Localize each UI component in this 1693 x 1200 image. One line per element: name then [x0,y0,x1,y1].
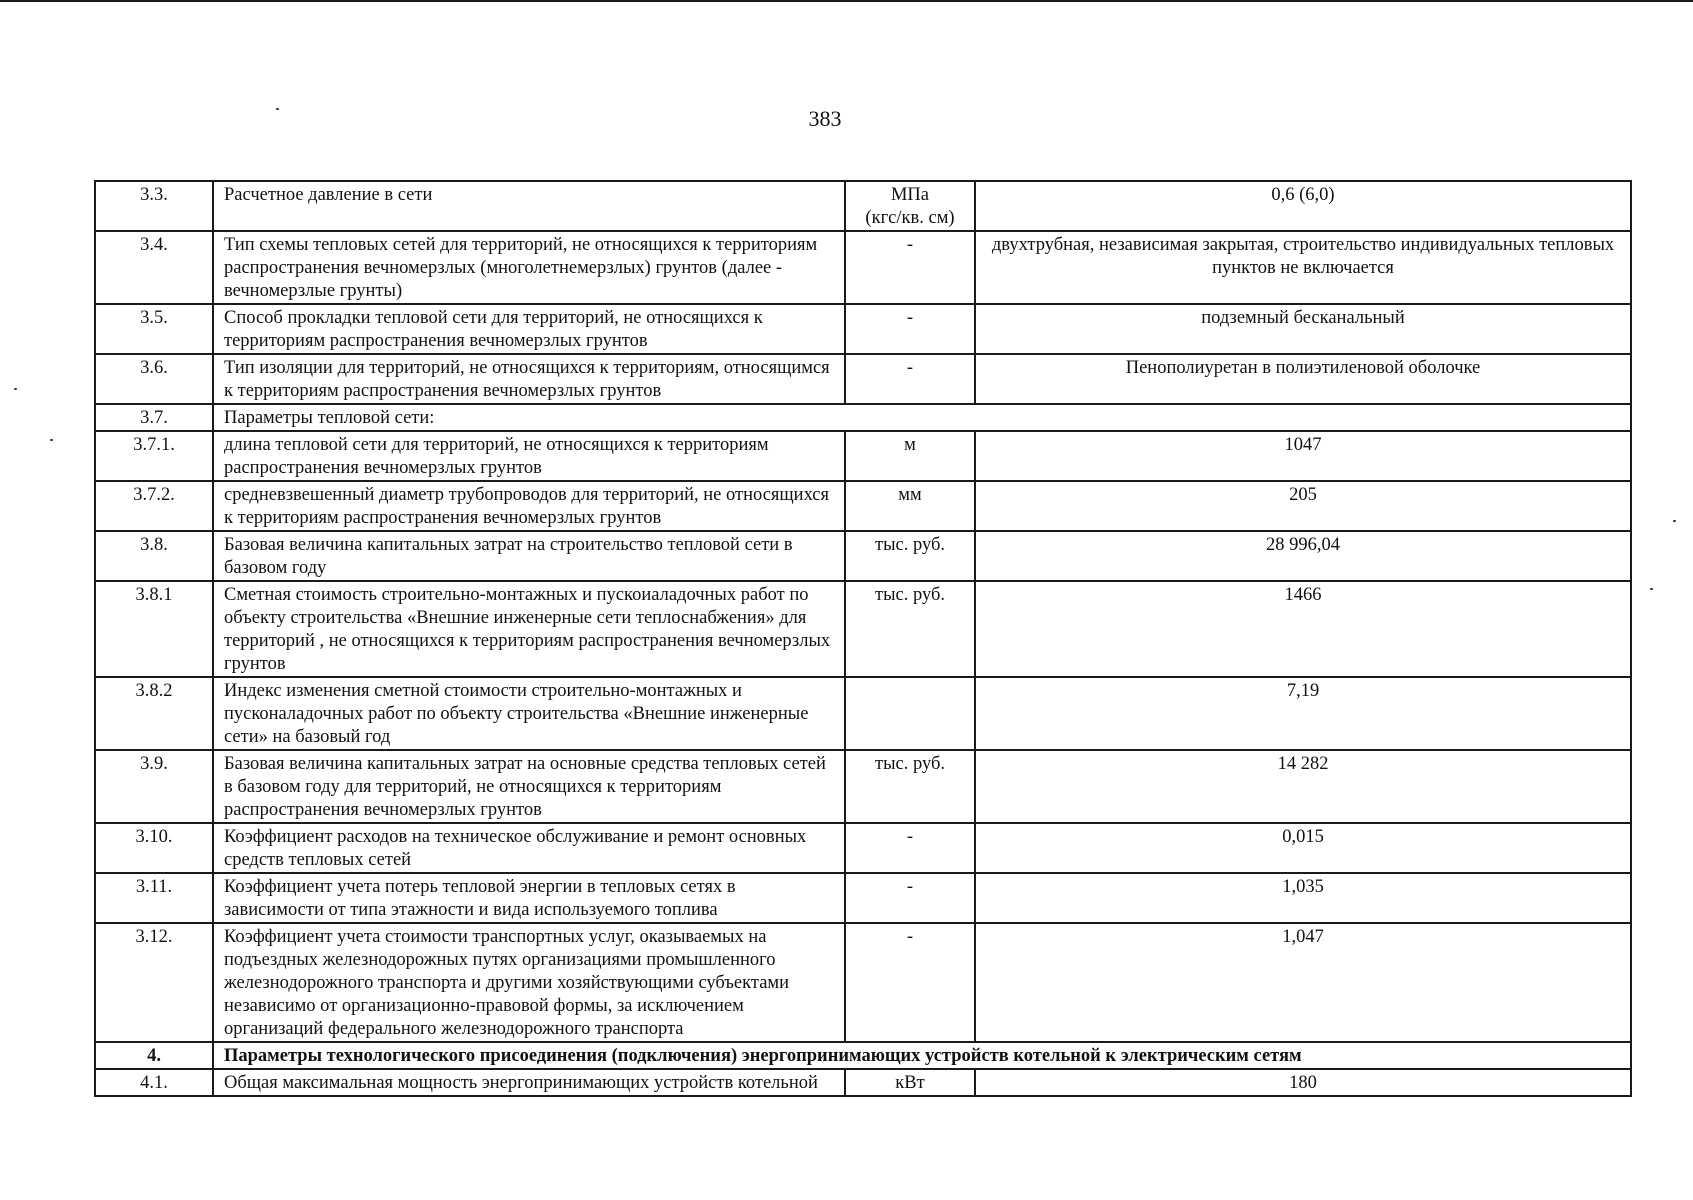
parameter-value: 0,015 [975,823,1631,873]
parameter-name: Базовая величина капитальных затрат на строительство тепловой сети в базовом году [213,531,845,581]
parameter-value: 1,035 [975,873,1631,923]
parameter-name: Коэффициент учета потерь тепловой энергии в тепловых сетях в зависимости от типа этажности и вида используемого топлива [213,873,845,923]
unit-of-measure: - [845,873,975,923]
table-row [95,354,1631,404]
parameter-value: двухтрубная, независимая закрытая, строительство индивидуальных тепловых пунктов не включается [975,231,1631,304]
parameter-value: 1466 [975,581,1631,677]
table-row [95,581,1631,677]
table-row [95,431,1631,481]
parameter-name: Базовая величина капитальных затрат на основные средства тепловых сетей в базовом году для территорий, не относящихся к территориям распространения вечномерзлых грунтов [213,750,845,823]
parameter-value: 1,047 [975,923,1631,1042]
parameter-name: Коэффициент расходов на техническое обслуживание и ремонт основных средств тепловых сетей [213,823,845,873]
parameter-name: Параметры тепловой сети: [213,404,1631,431]
row-number: 3.8.2 [95,677,213,750]
unit-of-measure: тыс. руб. [845,581,975,677]
table-row [95,231,1631,304]
table-row [95,531,1631,581]
row-number: 3.7. [95,404,213,431]
parameter-name: Расчетное давление в сети [213,181,845,231]
parameter-name: Способ прокладки тепловой сети для территорий, не относящихся к территориям распространения вечномерзлых грунтов [213,304,845,354]
row-number: 3.7.2. [95,481,213,531]
parameter-value: 180 [975,1069,1631,1096]
row-number: 3.12. [95,923,213,1042]
scan-speck [1650,588,1653,590]
table-row [95,750,1631,823]
row-number: 4. [95,1042,213,1069]
unit-of-measure: тыс. руб. [845,750,975,823]
row-number: 3.11. [95,873,213,923]
parameter-name: Сметная стоимость строительно-монтажных и пускоиаладочных работ по объекту строительства «Внешние инженерные сети теплоснабжения» для территорий , не относящихся к территориям распространения вечномерзлых грунтов [213,581,845,677]
row-number: 3.4. [95,231,213,304]
row-number: 3.10. [95,823,213,873]
unit-of-measure: мм [845,481,975,531]
table-row [95,1069,1631,1096]
parameters-table-body [95,181,1631,1096]
scan-speck [276,108,279,110]
unit-of-measure: - [845,304,975,354]
table-row [95,304,1631,354]
scan-speck [1673,520,1676,522]
scan-speck [14,388,17,390]
parameter-value: 28 996,04 [975,531,1631,581]
unit-of-measure: кВт [845,1069,975,1096]
parameter-name: Тип схемы тепловых сетей для территорий, не относящихся к территориям распространения вечномерзлых (многолетнемерзлых) грунтов (далее - вечномерзлые грунты) [213,231,845,304]
row-number: 3.8. [95,531,213,581]
table-row [95,181,1631,231]
parameter-name: Коэффициент учета стоимости транспортных услуг, оказываемых на подъездных железнодорожных путях организациями промышленного железнодорожного транспорта и другими хозяйствующими субъектами независимо от организационно-правовой формы, за исключением организаций федерального железнодорожного транспорта [213,923,845,1042]
row-number: 4.1. [95,1069,213,1096]
parameter-name: Тип изоляции для территорий, не относящихся к территориям, относящимся к территориям распространения вечномерзлых грунтов [213,354,845,404]
row-number: 3.3. [95,181,213,231]
row-number: 3.8.1 [95,581,213,677]
row-number: 3.7.1. [95,431,213,481]
scan-edge-line [0,0,1693,2]
table-row [95,404,1631,431]
parameter-value: 0,6 (6,0) [975,181,1631,231]
parameter-value: Пенополиуретан в полиэтиленовой оболочке [975,354,1631,404]
parameter-name: Общая максимальная мощность энергопринимающих устройств котельной [213,1069,845,1096]
unit-of-measure: м [845,431,975,481]
parameter-name: Параметры технологического присоединения (подключения) энергопринимающих устройств котельной к электрическим сетям [213,1042,1631,1069]
scan-speck [50,439,53,441]
parameter-name: средневзвешенный диаметр трубопроводов для территорий, не относящихся к территориям распространения вечномерзлых грунтов [213,481,845,531]
parameter-name: длина тепловой сети для территорий, не относящихся к территориям распространения вечномерзлых грунтов [213,431,845,481]
row-number: 3.9. [95,750,213,823]
parameter-value: 7,19 [975,677,1631,750]
table-row [95,873,1631,923]
unit-of-measure: - [845,354,975,404]
parameter-name: Индекс изменения сметной стоимости строительно-монтажных и пусконаладочных работ по объекту строительства «Внешние инженерные сети» на базовый год [213,677,845,750]
unit-of-measure: тыс. руб. [845,531,975,581]
unit-of-measure: - [845,923,975,1042]
parameter-value: 1047 [975,431,1631,481]
row-number: 3.6. [95,354,213,404]
unit-of-measure: МПа (кгс/кв. см) [845,181,975,231]
section-row [95,1042,1631,1069]
parameter-value: подземный бесканальный [975,304,1631,354]
row-number: 3.5. [95,304,213,354]
parameter-value: 14 282 [975,750,1631,823]
table-row [95,823,1631,873]
page-number: 383 [808,106,842,131]
parameters-table [94,180,1632,1097]
unit-of-measure [845,677,975,750]
unit-of-measure: - [845,231,975,304]
unit-of-measure: - [845,823,975,873]
table-row [95,923,1631,1042]
table-row [95,481,1631,531]
table-row [95,677,1631,750]
parameter-value: 205 [975,481,1631,531]
